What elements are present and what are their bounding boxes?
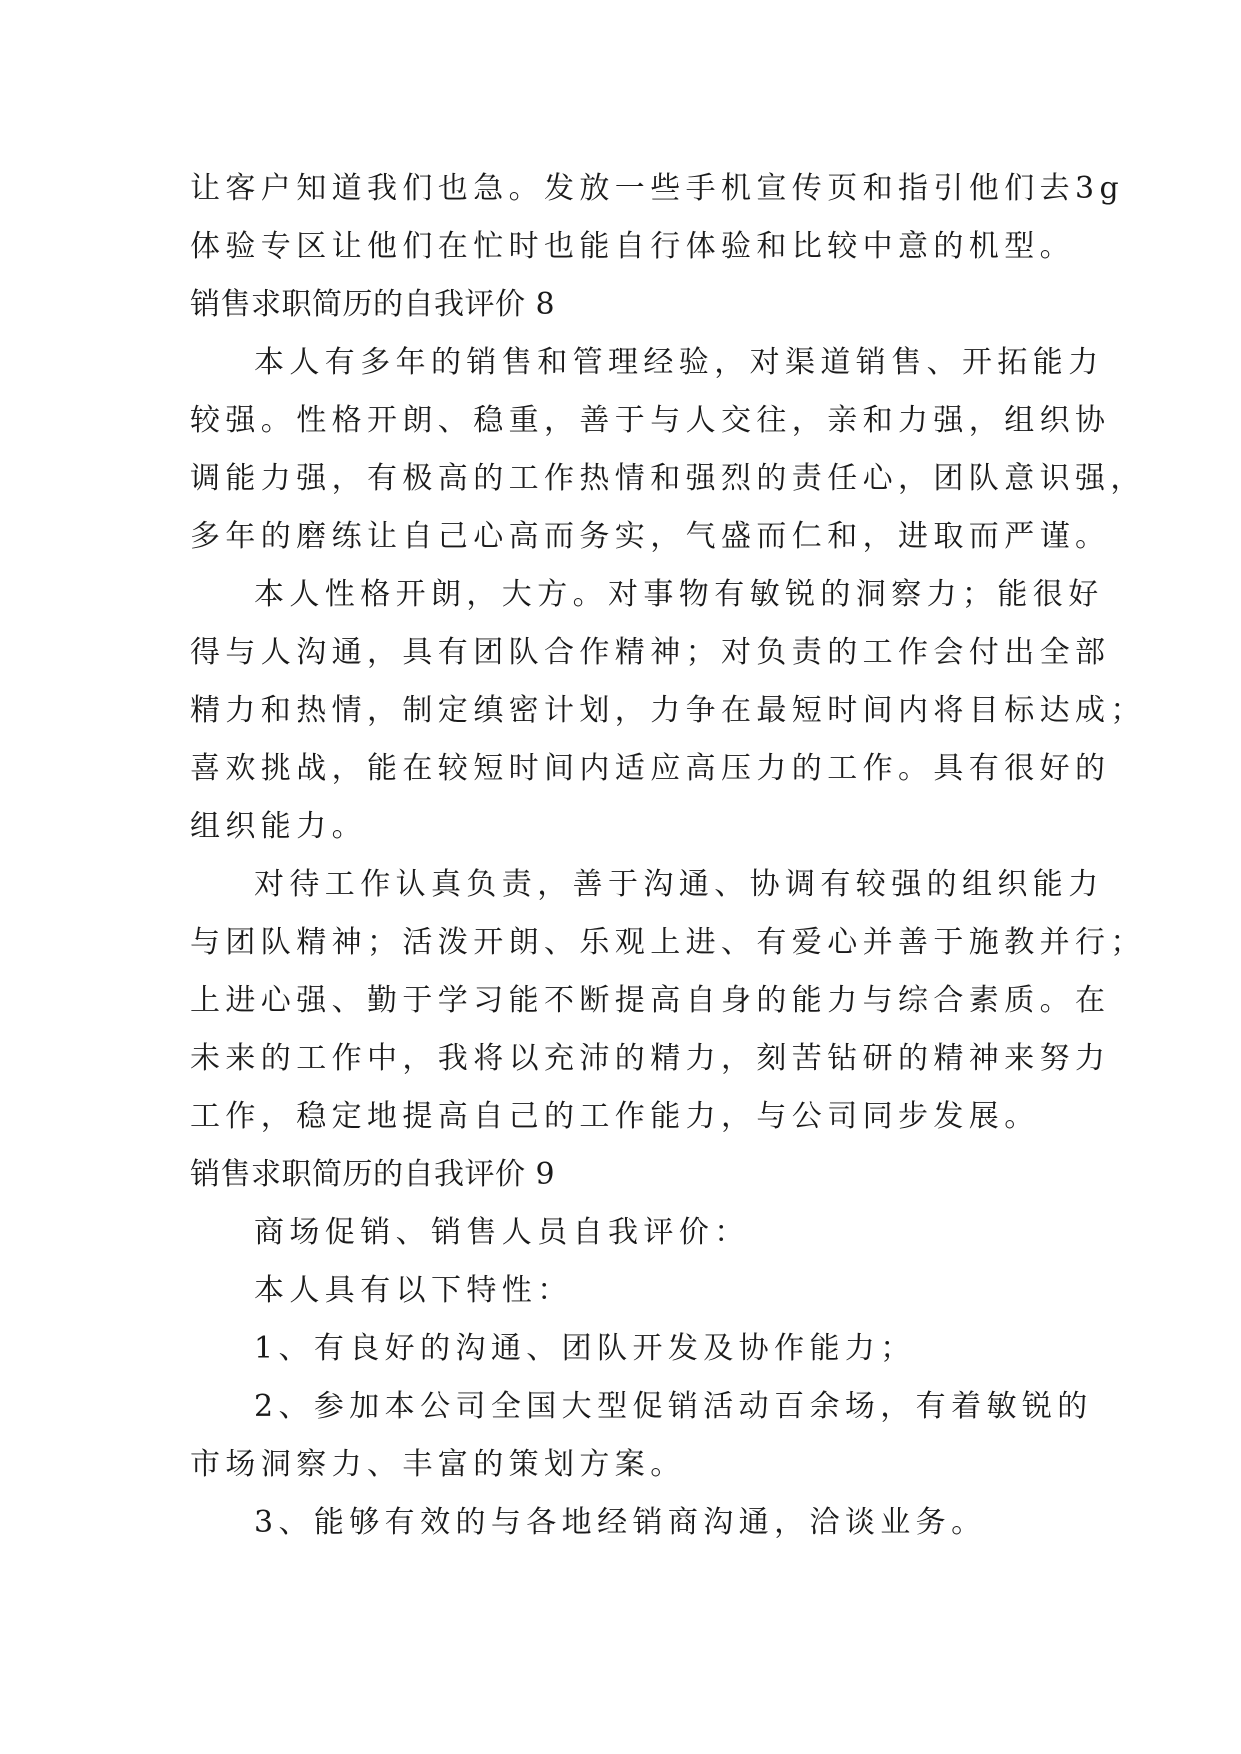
- paragraph-line: 与团队精神；活泼开朗、乐观上进、有爱心并善于施教并行；: [190, 925, 1146, 960]
- paragraph-line: 上进心强、勤于学习能不断提高自身的能力与综合素质。在: [190, 983, 1111, 1018]
- list-item: 3、能够有效的与各地经销商沟通，洽谈业务。: [254, 1505, 987, 1540]
- paragraph-line: 喜欢挑战，能在较短时间内适应高压力的工作。具有很好的: [190, 751, 1111, 786]
- section-heading: 销售求职简历的自我评价 9: [190, 1157, 556, 1192]
- paragraph-line: 得与人沟通，具有团队合作精神；对负责的工作会付出全部: [190, 635, 1111, 670]
- paragraph-line: 市场洞察力、丰富的策划方案。: [190, 1447, 686, 1482]
- paragraph-line: 未来的工作中，我将以充沛的精力，刻苦钻研的精神来努力: [190, 1041, 1111, 1076]
- section-heading: 销售求职简历的自我评价 8: [190, 287, 556, 322]
- paragraph-line: 体验专区让他们在忙时也能自行体验和比较中意的机型。: [190, 229, 1075, 264]
- paragraph-line: 较强。性格开朗、稳重，善于与人交往，亲和力强，组织协: [190, 403, 1111, 438]
- paragraph-line: 商场促销、销售人员自我评价：: [254, 1215, 750, 1250]
- paragraph-line: 让客户知道我们也急。发放一些手机宣传页和指引他们去3g: [190, 171, 1125, 206]
- paragraph-line: 工作，稳定地提高自己的工作能力，与公司同步发展。: [190, 1099, 1040, 1134]
- paragraph-line: 本人性格开朗，大方。对事物有敏锐的洞察力；能很好: [254, 577, 1104, 612]
- list-item: 1、有良好的沟通、团队开发及协作能力；: [254, 1331, 916, 1366]
- paragraph-line: 精力和热情，制定缜密计划，力争在最短时间内将目标达成；: [190, 693, 1146, 728]
- list-item: 2、参加本公司全国大型促销活动百余场，有着敏锐的: [254, 1389, 1093, 1424]
- document-body: [190, 160, 1146, 1552]
- paragraph-line: 组织能力。: [190, 809, 367, 844]
- paragraph-line: 对待工作认真负责，善于沟通、协调有较强的组织能力: [254, 867, 1104, 902]
- paragraph-line: 多年的磨练让自己心高而务实，气盛而仁和，进取而严谨。: [190, 519, 1111, 554]
- paragraph-line: 调能力强，有极高的工作热情和强烈的责任心，团队意识强，: [190, 461, 1146, 496]
- paragraph-line: 本人有多年的销售和管理经验，对渠道销售、开拓能力: [254, 345, 1104, 380]
- paragraph-line: 本人具有以下特性：: [254, 1273, 573, 1308]
